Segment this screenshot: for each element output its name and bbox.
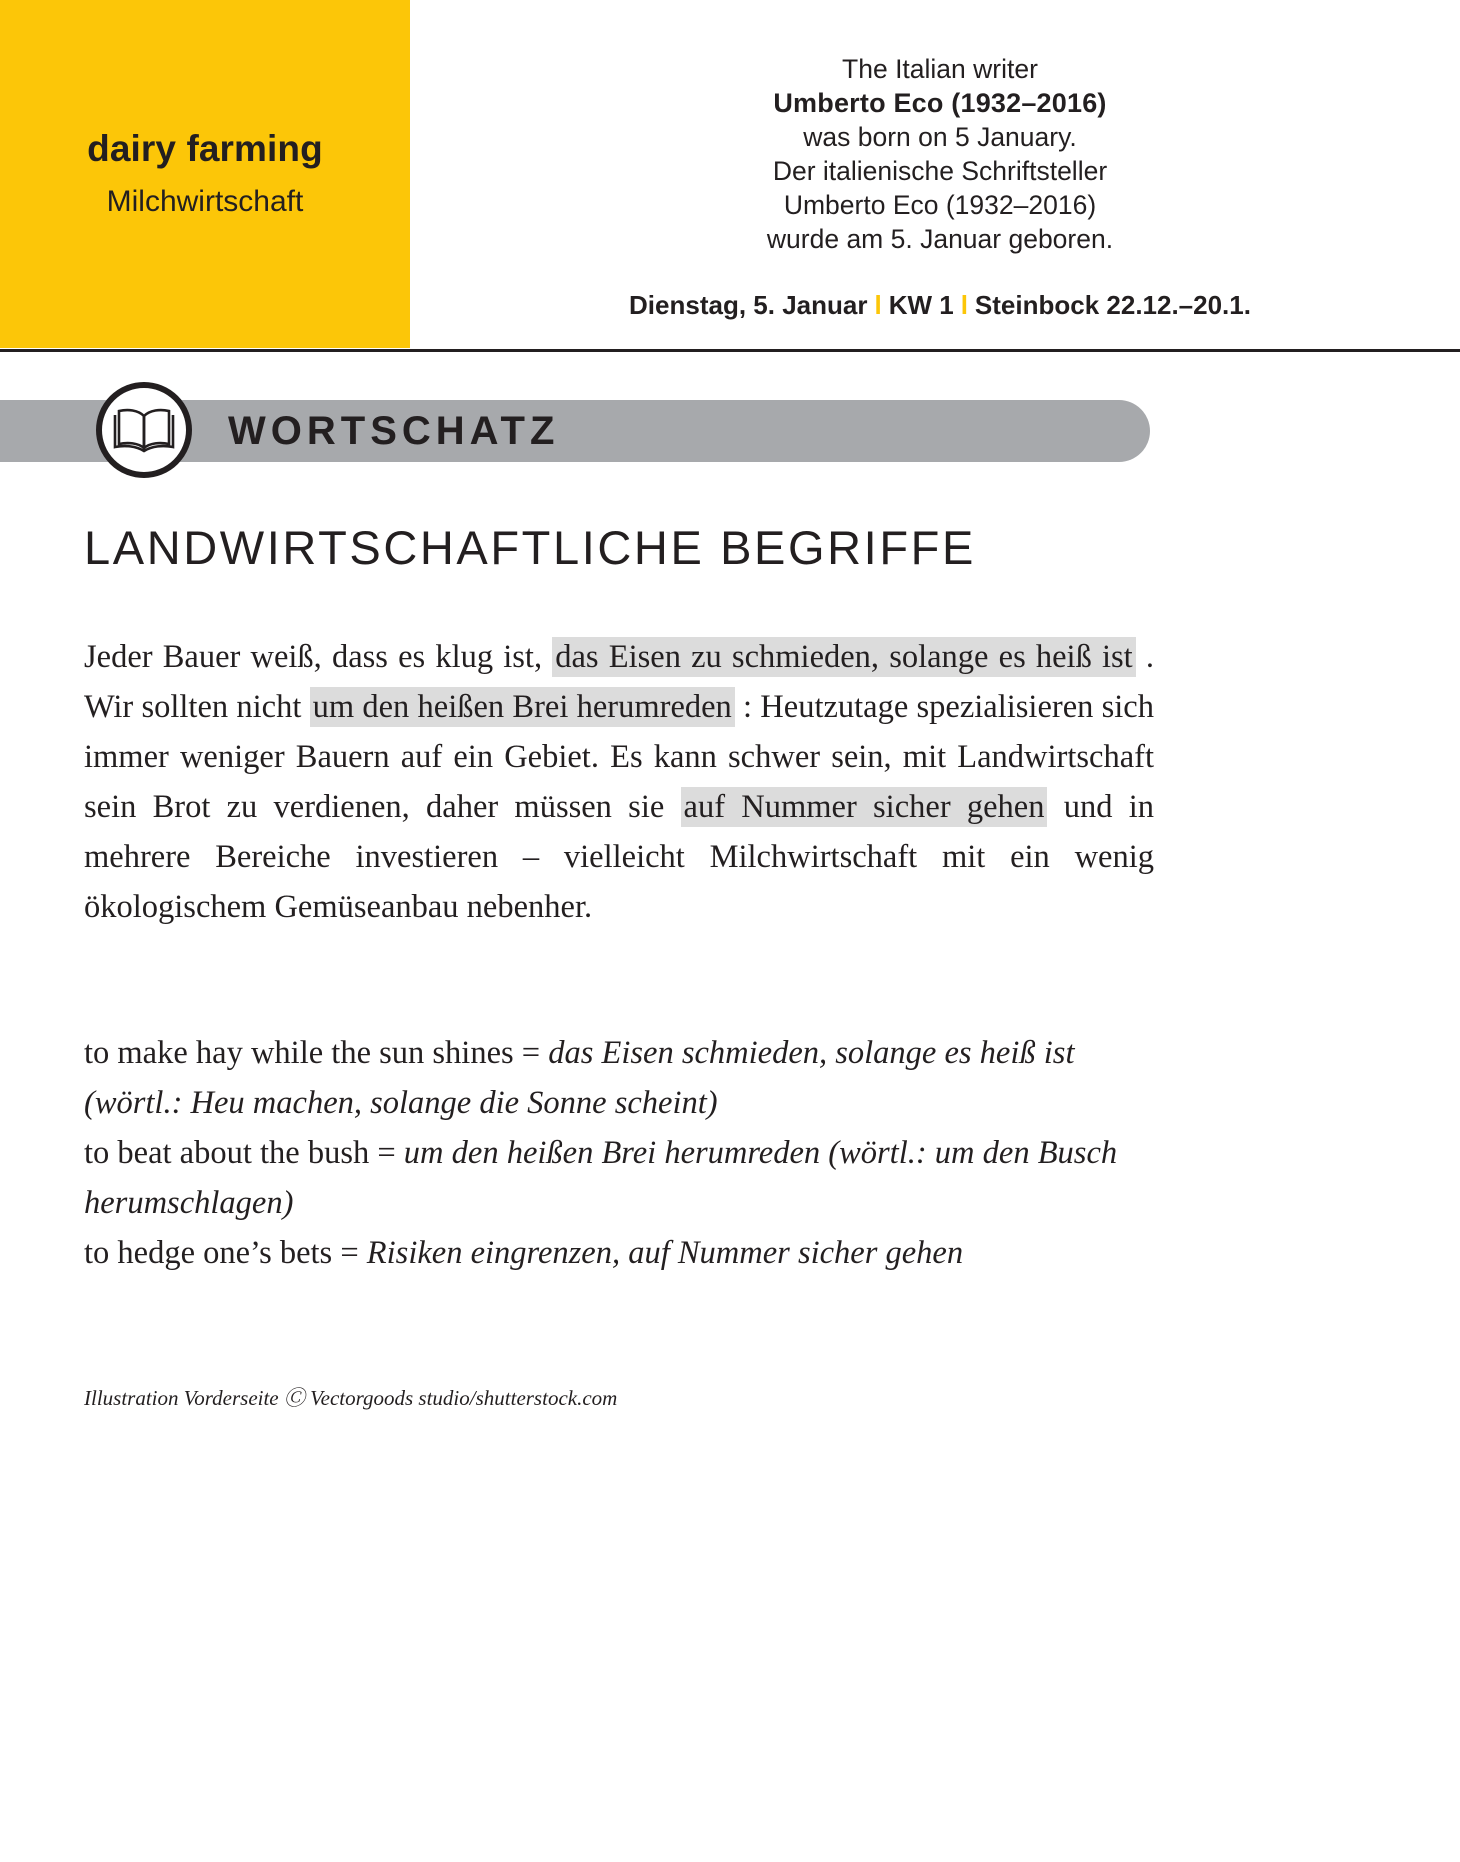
idiom-english: to hedge one’s bets =: [84, 1235, 367, 1271]
idiom-highlight-2: um den heißen Brei herumreden: [310, 687, 735, 727]
fact-line-2: Umberto Eco (1932–2016): [773, 88, 1107, 118]
fact-line-5: Umberto Eco (1932–2016): [783, 190, 1097, 220]
fact-line-1: The Italian writer: [842, 54, 1038, 84]
main-content: [84, 520, 1154, 1412]
section-banner: [0, 400, 1460, 472]
fact-panel: [420, 0, 1460, 321]
date-weekday: Dienstag, 5. Januar: [629, 290, 868, 320]
date-separator-2: l: [960, 290, 968, 320]
fact-line-3: was born on 5 January.: [803, 122, 1077, 152]
page-header: [0, 0, 1460, 410]
idiom-german: um den heißen Brei herumreden (wörtl.: um den Busch herumschlagen): [84, 1135, 1118, 1221]
idiom-entry: [84, 1028, 1154, 1128]
idiom-glossary: [84, 1028, 1154, 1278]
para-text-1: Jeder Bauer weiß, dass es klug ist,: [84, 639, 553, 675]
keyword-german: Milchwirtschaft: [106, 184, 304, 218]
idiom-highlight-3: auf Nummer sicher gehen: [681, 787, 1048, 827]
fact-line-4: Der italienische Schriftsteller: [772, 156, 1108, 186]
body-paragraph: [84, 632, 1154, 932]
idiom-english: to beat about the bush =: [84, 1135, 404, 1171]
idiom-highlight-1: das Eisen zu schmieden, solange es heiß ist: [552, 637, 1135, 677]
fact-line-6: wurde am 5. Januar geboren.: [766, 224, 1114, 254]
header-divider: [0, 349, 1460, 352]
illustration-credit: Illustration Vorderseite Ⓒ Vectorgoods studio/shutterstock.com: [84, 1386, 618, 1410]
keyword-english: dairy farming: [87, 128, 323, 169]
open-book-icon: [96, 382, 192, 478]
section-banner-title: WORTSCHATZ: [228, 409, 560, 453]
date-line: [420, 290, 1460, 321]
idiom-english: to make hay while the sun shines =: [84, 1035, 549, 1071]
date-zodiac: Steinbock 22.12.–20.1.: [974, 290, 1251, 320]
idiom-entry: [84, 1128, 1154, 1228]
date-week: KW 1: [888, 290, 954, 320]
keyword-panel: [0, 0, 410, 348]
page-title: LANDWIRTSCHAFTLICHE BEGRIFFE: [84, 521, 976, 574]
date-separator-1: l: [874, 290, 882, 320]
idiom-german: das Eisen schmieden, solange es heiß ist (wörtl.: Heu machen, solange die Sonne scheint): [84, 1035, 1075, 1121]
para-text-3: : Heutzutage spezialisieren sich immer weniger Bauern auf ein Gebiet. Es kann schwer sein, mit Landwirtschaft sein Brot zu verdienen, daher müssen sie: [84, 689, 1154, 825]
idiom-entry: [84, 1228, 1154, 1278]
para-text-4: und in mehrere Bereiche investieren – vielleicht Milchwirtschaft mit ein wenig ökologischem Gemüseanbau nebenher.: [84, 789, 1154, 925]
para-text-2: . Wir sollten nicht: [84, 639, 1154, 725]
idiom-german: Risiken eingrenzen, auf Nummer sicher gehen: [366, 1235, 964, 1271]
